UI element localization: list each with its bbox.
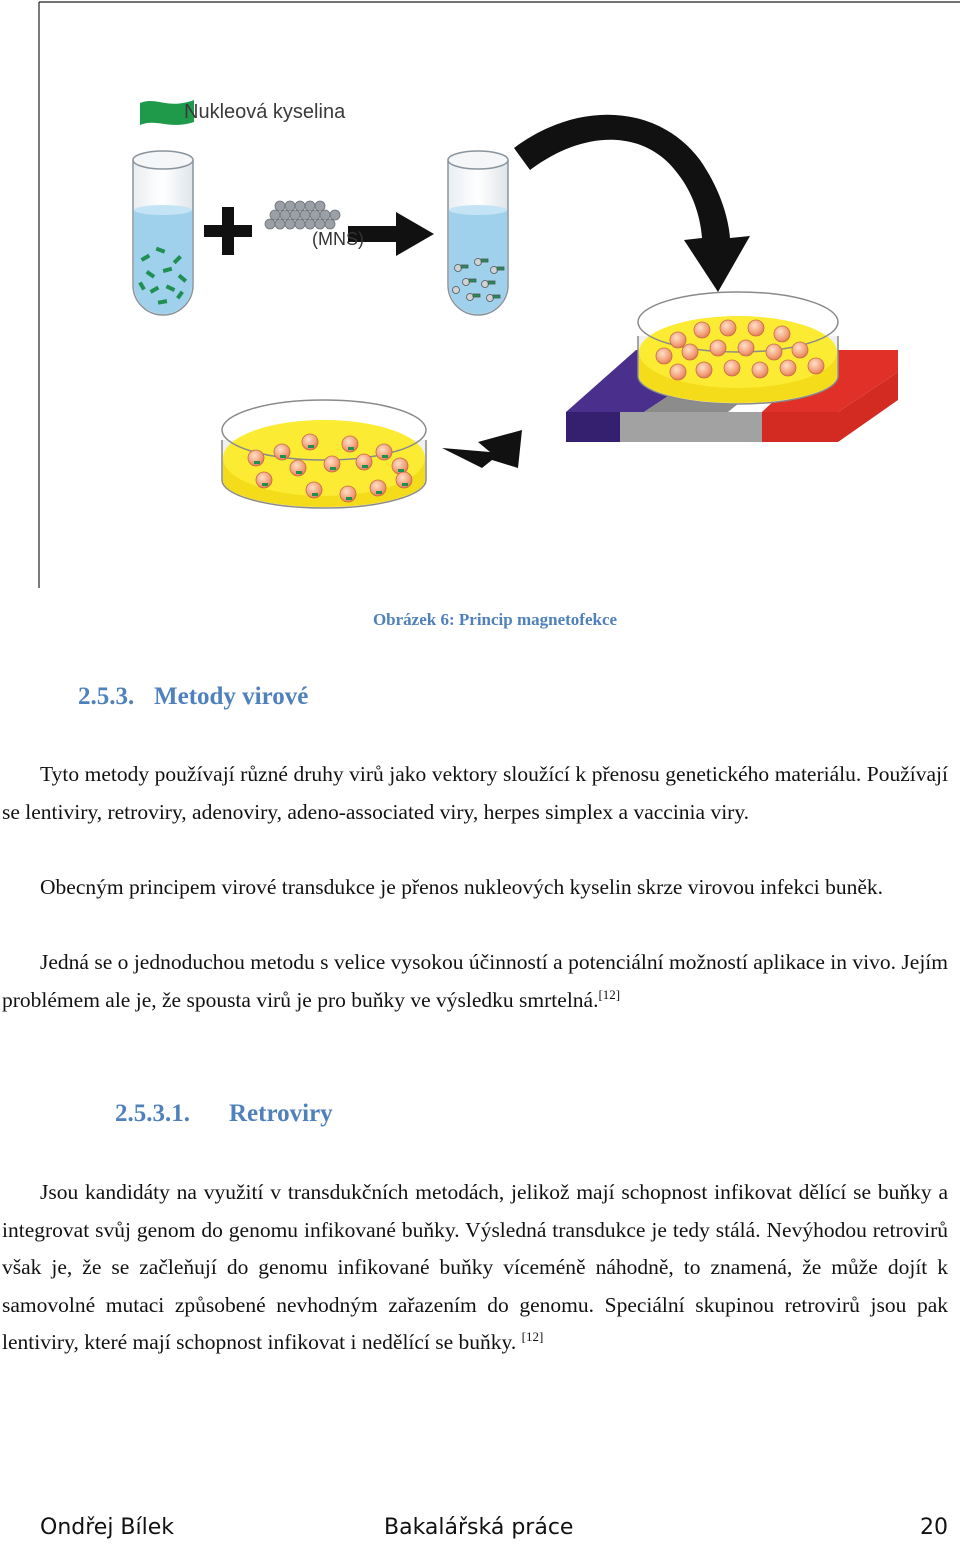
mns-beads-icon [265, 201, 340, 229]
mns-label: (MNS) [312, 229, 364, 249]
plus-icon [204, 207, 252, 255]
magnetofection-diagram [38, 0, 960, 590]
paragraph-text: Jedná se o jednoduchou metodu s velice vysokou účinností a potenciální možností aplikace in vivo. Jejím problémem ale je, že spousta virů je pro buňky ve výsledku smrtelná. [2, 950, 948, 1012]
paragraph-text: Obecným principem virové transdukce je přenos nukleových kyselin skrze virovou infekci buněk. [40, 875, 884, 899]
citation: [12] [598, 986, 621, 1002]
paragraph [2, 944, 948, 1019]
paragraph-text: Tyto metody používají různé druhy virů jako vektory sloužící k přenosu genetického materiálu. Používají se lentiviry, retroviry, adenoviry, adeno-associated viry, herpes simplex a vaccinia viry. [2, 762, 948, 824]
figure-caption: Obrázek 6: Princip magnetofekce [372, 610, 618, 629]
subsection-heading [115, 1100, 333, 1128]
petri-dish-result [222, 400, 426, 508]
paragraph [2, 756, 948, 831]
paragraph-text: Jsou kandidáty na využití v transdukčních metodách, jelikož mají schopnost infikovat dělící se buňky a integrovat svůj genom do genomu infikované buňky. Výsledná transdukce je tedy stálá. Nevýhodou retrovirů však je, že se začleňují do genomu infikované buňky víceméně náhodně, to znamená, že může dojít k samovolné mutaci způsobené nevhodným zařazením do genomu. Speciální skupinou retrovirů jsou pak lentiviry, které mají schopnost infikovat i nedělící se buňky. [2, 1180, 948, 1355]
magnetofection-figure [38, 0, 960, 590]
subsection-title: Retroviry [229, 1100, 333, 1127]
subsection-number: 2.5.3.1. [115, 1100, 190, 1127]
petri-dish-on-magnet [638, 292, 838, 404]
arrow-left-icon [442, 430, 522, 468]
section-heading [78, 683, 308, 711]
paragraph [2, 1174, 948, 1362]
test-tube-1 [133, 151, 193, 315]
page-number: 20 [920, 1515, 948, 1540]
section-number: 2.5.3. [78, 683, 135, 710]
test-tube-2 [448, 151, 508, 315]
section-title: Metody virové [154, 683, 309, 710]
arrow-curved-icon [514, 115, 750, 292]
page-footer [40, 1515, 948, 1549]
nucleic-acid-label: Nukleová kyselina [184, 101, 346, 123]
footer-author: Ondřej Bílek [40, 1515, 175, 1540]
footer-document-type: Bakalářská práce [384, 1515, 574, 1540]
paragraph [2, 869, 948, 907]
citation: [12] [521, 1329, 544, 1345]
